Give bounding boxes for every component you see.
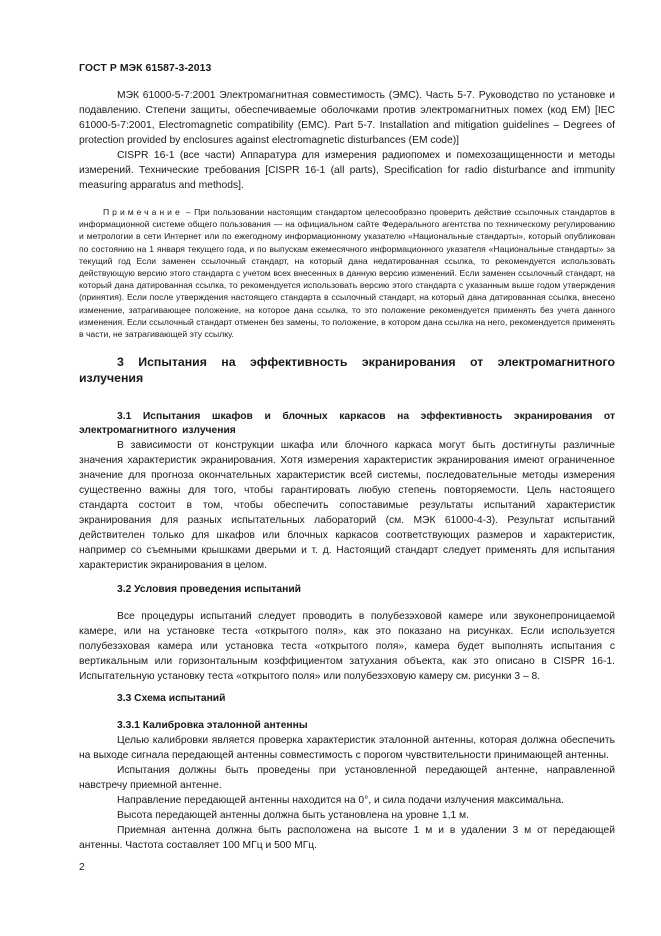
section-3-3-heading: 3.3 Схема испытаний [117, 693, 226, 705]
section-3-3-1-heading: 3.3.1 Калибровка эталонной антенны [117, 720, 308, 732]
reference-cispr-16-1: CISPR 16-1 (все части) Аппаратура для измерения радиопомех и помехозащищенности и методы измерений. Технические требования [CISPR 16-1 (all parts), Specification for radio disturbance and immunity measuring apparatus and methods]. [79, 150, 615, 191]
document-header: ГОСТ Р МЭК 61587-3-2013 [79, 63, 212, 74]
note-label: Примечание [103, 207, 183, 217]
note-paragraph [79, 206, 615, 340]
section-3-2-heading: 3.2 Условия проведения испытаний [117, 584, 302, 596]
note-text: – При пользовании настоящим стандартом целесообразно проверить действие ссылочных стандартов в информационной системе общего пользования — на официальном сайте Федерального агентства по техническому регулированию и метрологии в сети Интернет или по ежегодному информационному указателю «Национальные стандарты», который опубликован по состоянию на 1 января текущего года, и по выпускам ежемесячного информационного указателя «Национальные стандарты» за текущий год Если заменен ссылочный стандарт, на который дана недатированная ссылка, то рекомендуется использовать действующую версию этого стандарта с учетом всех внесенных в данную версию изменений. Если заменен ссылочный стандарт, на который дана датированная ссылка, то рекомендуется использовать версию этого стандарта с указанным выше годом утверждения (принятия). Если после утверждения настоящего стандарта в ссылочный стандарт, на который дана датированная ссылка, внесено изменение, затрагивающее положение, на которое дана ссылка, то это положение рекомендуется применять без учета данного изменения. Если ссылочный стандарт отменен без замены, то положение, в котором дана ссылка на него, рекомендуется применять в части, не затрагивающей эту ссылку. [79, 207, 615, 340]
section-3-2-text: Все процедуры испытаний следует проводить в полубезэховой камере или звуконепроницаемой камере, или на установке теста «открытого поля», как это показано на рисунках. Если используется полубезэховая камера или установка теста «открытого поля», камера будет выполнять испытания с вертикальным или горизонтальным коэффициентом затухания объекта, как это описано в CISPR 16-1. Испытательную установку теста «открытого поля» или полубезэховую камеру см. рисунки 3 – 8. [79, 611, 615, 683]
section-3-3-1-para: Направление передающей антенны находится на 0°, и сила подачи излучения максимальна. [117, 795, 564, 807]
section-3-3-1-para: Высота передающей антенны должна быть установлена на уровне 1,1 м. [117, 810, 469, 822]
page-number: 2 [79, 862, 85, 873]
section-3-3-1-para: Целью калибровки является проверка характеристик эталонной антенны, которая должна обеспечить на выходе сигнала передающей антенны совместимость с порогом чувствительности принимающей антенны. [79, 735, 615, 762]
reference-iec-61000-5-7: МЭК 61000-5-7:2001 Электромагнитная совместимость (ЭМС). Часть 5-7. Руководство по установке и подавлению. Степени защиты, обеспечиваемые оболочками против электромагнитных помех (код ЕМ) [IEC 61000-5-7:2001, Electromagnetic compatibility (EMC). Part 5-7. Installation and mitigation guidelines – Degrees of protection provided by enclosures against electromagnetic disturbances (EM code)] [79, 90, 615, 146]
section-3-3-1-para: Испытания должны быть проведены при установленной передающей антенне, направленной навстречу приемной антенне. [79, 765, 615, 792]
section-3-heading: 3 Испытания на эффективность экранирования от электромагнитного излучения [79, 355, 615, 385]
section-3-3-1-para: Приемная антенна должна быть расположена на высоте 1 м и в удалении 3 м от передающей антенны. Частота составляет 100 МГц и 500 МГц. [79, 825, 615, 852]
section-3-1-heading: 3.1 Испытания шкафов и блочных каркасов на эффективность экранирования от электромагнитного излучения [79, 411, 615, 437]
document-body [79, 88, 615, 853]
section-3-1-text: В зависимости от конструкции шкафа или блочного каркаса могут быть достигнуты различные значения характеристик экранирования. Хотя измерения характеристик экранирования имеют ограниченное значение для прогноза окончательных характеристик всей системы, последовательные методы измерения существенно важны для того, чтобы гарантировать любую степень повторяемости. Цель настоящего стандарта состоит в том, чтобы обеспечить сопоставимые результаты испытаний характеристик экранирования для разных испытательных лабораторий (см. МЭК 61000-4-3). Результат испытаний действителен только для шкафов или блочных каркасов соответствующих размеров и характеристик, например со съемными крышками дверьми и т. д. Настоящий стандарт следует применять для испытания характеристик экранирования в целом. [79, 440, 615, 572]
